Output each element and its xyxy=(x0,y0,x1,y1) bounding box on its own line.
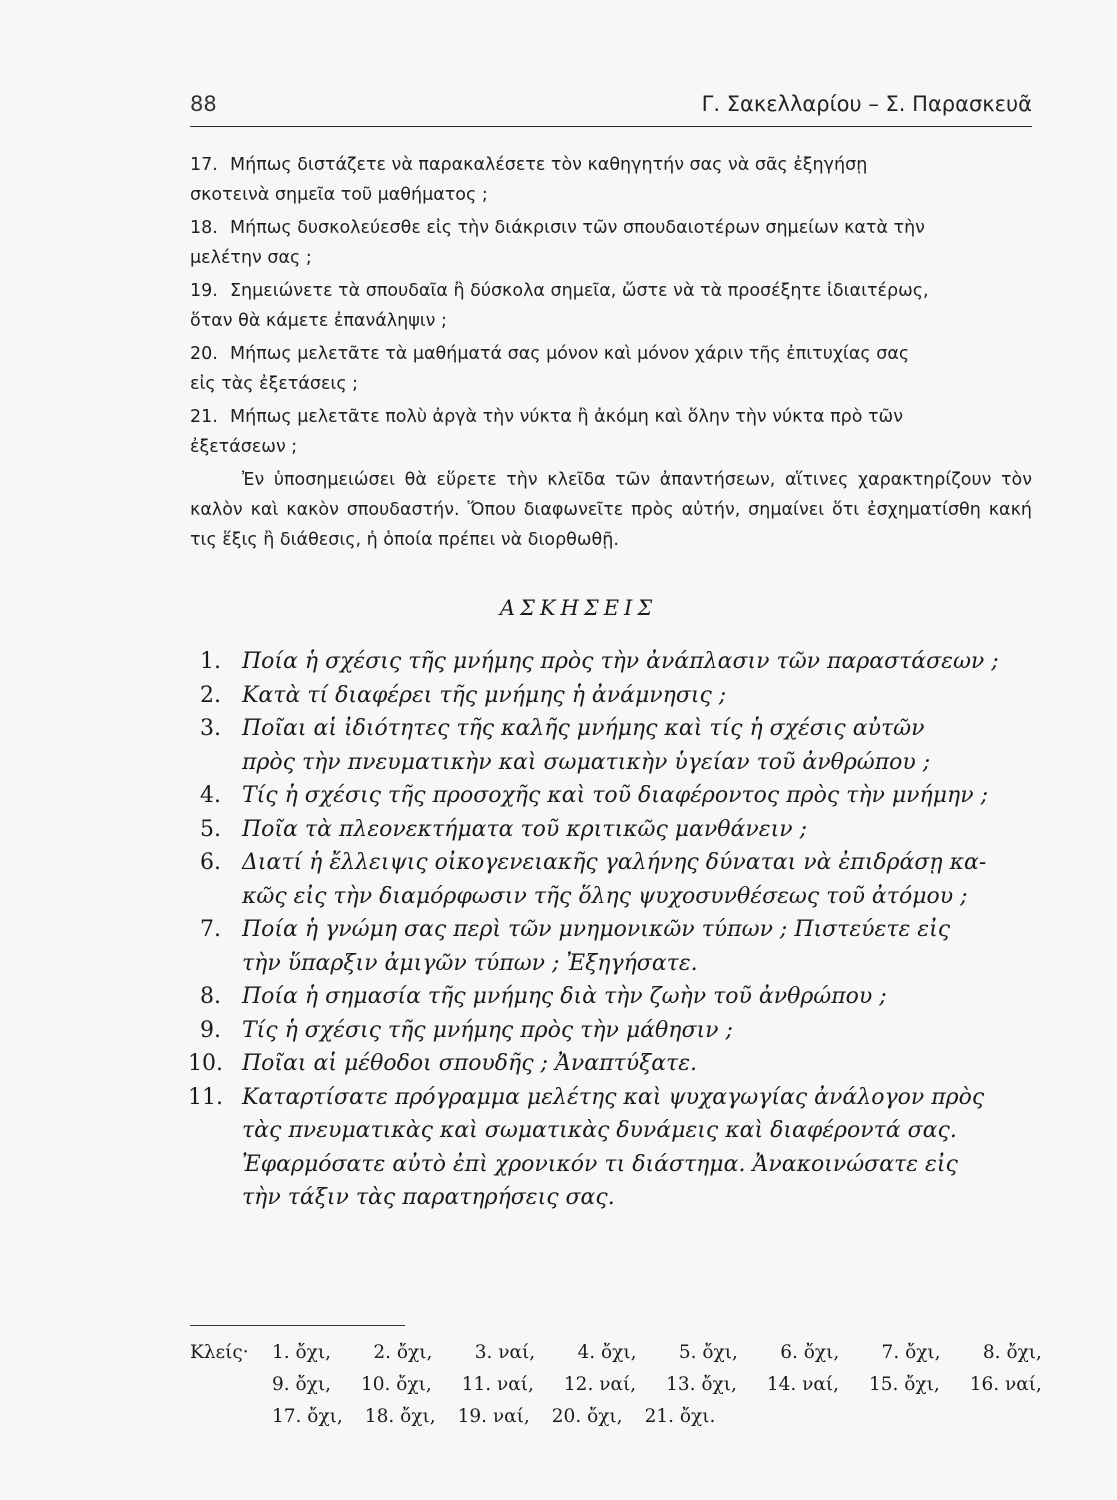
answer-key-item: 4. ὄχι, xyxy=(577,1342,637,1363)
answer-key-item: 12. ναί, xyxy=(563,1374,637,1395)
question-number: 20. xyxy=(190,344,218,364)
exercise-line: Ποία ἡ σημασία τῆς μνήμης διὰ τὴν ζωὴν τοῦ ἀνθρώπου ; xyxy=(242,984,887,1009)
exercise-number: 8. xyxy=(200,984,221,1009)
exercise-line: Ποῖαι αἱ μέθοδοι σπουδῆς ; Ἀναπτύξατε. xyxy=(242,1051,698,1076)
answer-key-rows xyxy=(272,1337,1042,1433)
exercises-list xyxy=(188,645,1042,1215)
question-line: μελέτην σας ; xyxy=(190,248,312,268)
exercise-line: τὴν τάξιν τὰς παρατηρήσεις σας. xyxy=(242,1185,615,1210)
answer-key-item: 14. ναί, xyxy=(766,1374,840,1395)
exercise-number: 7. xyxy=(200,917,221,942)
exercise-text xyxy=(242,913,1042,980)
exercise-number: 4. xyxy=(200,783,221,808)
exercise-line: κῶς εἰς τὴν διαμόρφωσιν τῆς ὅλης ψυχοσυνθέσεως τοῦ ἀτόμου ; xyxy=(242,883,968,909)
exercise-number: 6. xyxy=(200,850,221,875)
answer-key-label: Κλείς· xyxy=(190,1342,249,1363)
answer-key-item: 9. ὄχι, xyxy=(272,1374,332,1395)
exercise-number: 9. xyxy=(200,1017,221,1043)
exercise-item xyxy=(200,813,1042,847)
exercise-text xyxy=(242,813,1042,847)
exercise-number: 1. xyxy=(200,649,221,674)
question-item xyxy=(190,276,1032,336)
answer-key-item: 10. ὄχι, xyxy=(360,1374,432,1395)
exercise-item xyxy=(188,1047,1042,1081)
exercise-item xyxy=(200,679,1042,713)
page-header xyxy=(190,86,1032,127)
exercise-text xyxy=(242,645,1042,679)
answer-key-row xyxy=(272,1337,1042,1369)
question-line: σκοτεινὰ σημεῖα τοῦ μαθήματος ; xyxy=(190,185,488,205)
exercise-number: 11. xyxy=(188,1084,223,1110)
question-line: Μήπως μελετᾶτε τὰ μαθήματά σας μόνον καὶ μόνον χάριν τῆς ἐπιτυχίας σας xyxy=(230,344,910,364)
exercise-item xyxy=(200,712,1042,779)
question-item xyxy=(190,339,1032,399)
answer-key-item: 6. ὄχι, xyxy=(780,1342,840,1363)
footnote-rule xyxy=(190,1325,405,1326)
exercise-line: Ποία ἡ σχέσις τῆς μνήμης πρὸς τὴν ἀνάπλασιν τῶν παραστάσεων ; xyxy=(242,649,999,674)
exercise-line: Τίς ἡ σχέσις τῆς μνήμης πρὸς τὴν μάθησιν ; xyxy=(242,1017,733,1043)
answer-key-item: 21. ὄχι. xyxy=(644,1406,716,1427)
question-line: Σημειώνετε τὰ σπουδαῖα ἢ δύσκολα σημεῖα, ὥστε νὰ τὰ προσέξητε ἰδιαιτέρως, xyxy=(230,281,929,301)
exercise-line: Καταρτίσατε πρόγραμμα μελέτης καὶ ψυχαγωγίας ἀνάλογον πρὸς xyxy=(242,1084,985,1110)
question-line: Μήπως διστάζετε νὰ παρακαλέσετε τὸν καθηγητήν σας νὰ σᾶς ἐξηγήσῃ xyxy=(230,155,868,175)
answer-key-item: 15. ὄχι, xyxy=(868,1374,940,1395)
question-line: Μήπως μελετᾶτε πολὺ ἀργὰ τὴν νύκτα ἢ ἀκόμη καὶ ὅλην τὴν νύκτα πρὸ τῶν xyxy=(230,407,903,427)
exercise-text xyxy=(242,1081,1042,1215)
exercise-item xyxy=(200,645,1042,679)
answer-key-note: Ἐν ὑποσημειώσει θὰ εὕρετε τὴν κλεῖδα τῶν ἀπαντήσεων, αἵτινες χαρακτηρίζουν τὸν καλὸν καὶ κακὸν σπουδαστήν. Ὅπου διαφωνεῖτε πρὸς αὐτήν, σημαίνει ὅτι ἐσχηματίσθη κακή τις ἕξις ἢ διάθεσις, ἡ ὁποία πρέπει νὰ διορθωθῇ. xyxy=(190,470,1032,550)
answer-key-item: 20. ὄχι, xyxy=(551,1406,623,1427)
answer-key-item: 18. ὄχι, xyxy=(364,1406,436,1427)
running-head: Γ. Σακελλαρίου – Σ. Παρασκευᾶ xyxy=(701,92,1032,116)
exercise-text xyxy=(242,980,1042,1014)
exercise-item xyxy=(200,1014,1042,1048)
question-line: εἰς τὰς ἐξετάσεις ; xyxy=(190,374,359,394)
answer-key-row xyxy=(272,1369,1042,1401)
exercise-text xyxy=(242,846,1042,913)
exercise-text xyxy=(242,779,1042,813)
answer-key-item: 11. ναί, xyxy=(461,1374,534,1395)
exercise-number: 5. xyxy=(200,816,221,842)
answer-key-item: 13. ὄχι, xyxy=(666,1374,737,1395)
exercise-item xyxy=(200,779,1042,813)
exercise-text xyxy=(242,712,1042,779)
exercise-number: 2. xyxy=(200,682,221,708)
answer-key-item: 8. ὄχι, xyxy=(982,1342,1042,1363)
exercise-line: Ποῖα τὰ πλεονεκτήματα τοῦ κριτικῶς μανθάνειν ; xyxy=(242,816,807,842)
question-number: 21. xyxy=(190,407,218,427)
answer-key-item: 3. ναί, xyxy=(474,1342,536,1363)
exercise-line: τὴν ὕπαρξιν ἀμιγῶν τύπων ; Ἐξηγήσατε. xyxy=(242,950,698,976)
answer-key-item: 17. ὄχι, xyxy=(272,1406,343,1427)
answer-key-item: 2. ὄχι, xyxy=(373,1342,433,1363)
exercise-line: Ποία ἡ γνώμη σας περὶ τῶν μνημονικῶν τύπων ; Πιστεύετε εἰς xyxy=(242,917,951,942)
exercise-item xyxy=(200,913,1042,980)
question-item xyxy=(190,150,1032,210)
exercise-number: 3. xyxy=(200,716,221,741)
exercise-text xyxy=(242,1047,1042,1081)
exercise-line: Κατὰ τί διαφέρει τῆς μνήμης ἡ ἀνάμνησις ; xyxy=(242,682,727,708)
question-number: 19. xyxy=(190,281,218,301)
exercise-line: τὰς πνευματικὰς καὶ σωματικὰς δυνάμεις καὶ διαφέροντά σας. xyxy=(242,1118,957,1143)
exercise-line: Ἐφαρμόσατε αὐτὸ ἐπὶ χρονικόν τι διάστημα. Ἀνακοινώσατε εἰς xyxy=(242,1151,958,1177)
question-item xyxy=(190,402,1032,462)
exercise-line: Διατί ἡ ἔλλειψις οἰκογενειακῆς γαλήνης δύναται νὰ ἐπιδράσῃ κα- xyxy=(242,850,987,875)
exercise-text xyxy=(242,1014,1042,1048)
exercise-text xyxy=(242,679,1042,713)
exercise-item xyxy=(200,846,1042,913)
exercise-line: Ποῖαι αἱ ἰδιότητες τῆς καλῆς μνήμης καὶ τίς ἡ σχέσις αὐτῶν xyxy=(242,716,925,741)
page-number: 88 xyxy=(190,92,217,116)
exercises-heading: ΑΣΚΗΣΕΙΣ xyxy=(499,596,658,620)
questions-list xyxy=(190,150,1032,555)
question-number: 17. xyxy=(190,155,218,175)
question-item xyxy=(190,213,1032,273)
exercise-line: πρὸς τὴν πνευματικὴν καὶ σωματικὴν ὑγείαν τοῦ ἀνθρώπου ; xyxy=(242,749,931,775)
answer-key-item: 5. ὄχι, xyxy=(678,1342,738,1363)
exercise-item xyxy=(200,980,1042,1014)
answer-key-item: 16. ναί, xyxy=(969,1374,1042,1395)
exercise-item xyxy=(188,1081,1042,1215)
answer-key-item: 7. ὄχι, xyxy=(881,1342,941,1363)
question-line: ὅταν θὰ κάμετε ἐπανάληψιν ; xyxy=(190,311,447,331)
answer-key-row xyxy=(272,1401,1042,1433)
exercise-line: Τίς ἡ σχέσις τῆς προσοχῆς καὶ τοῦ διαφέροντος πρὸς τὴν μνήμην ; xyxy=(242,783,988,808)
question-number: 18. xyxy=(190,218,218,238)
exercise-number: 10. xyxy=(188,1051,223,1076)
answer-key-item: 19. ναί, xyxy=(457,1406,530,1427)
question-line: Μήπως δυσκολεύεσθε εἰς τὴν διάκρισιν τῶν σπουδαιοτέρων σημείων κατὰ τὴν xyxy=(230,218,925,238)
answer-key-item: 1. ὄχι, xyxy=(272,1342,332,1363)
question-line: ἐξετάσεων ; xyxy=(190,437,298,457)
